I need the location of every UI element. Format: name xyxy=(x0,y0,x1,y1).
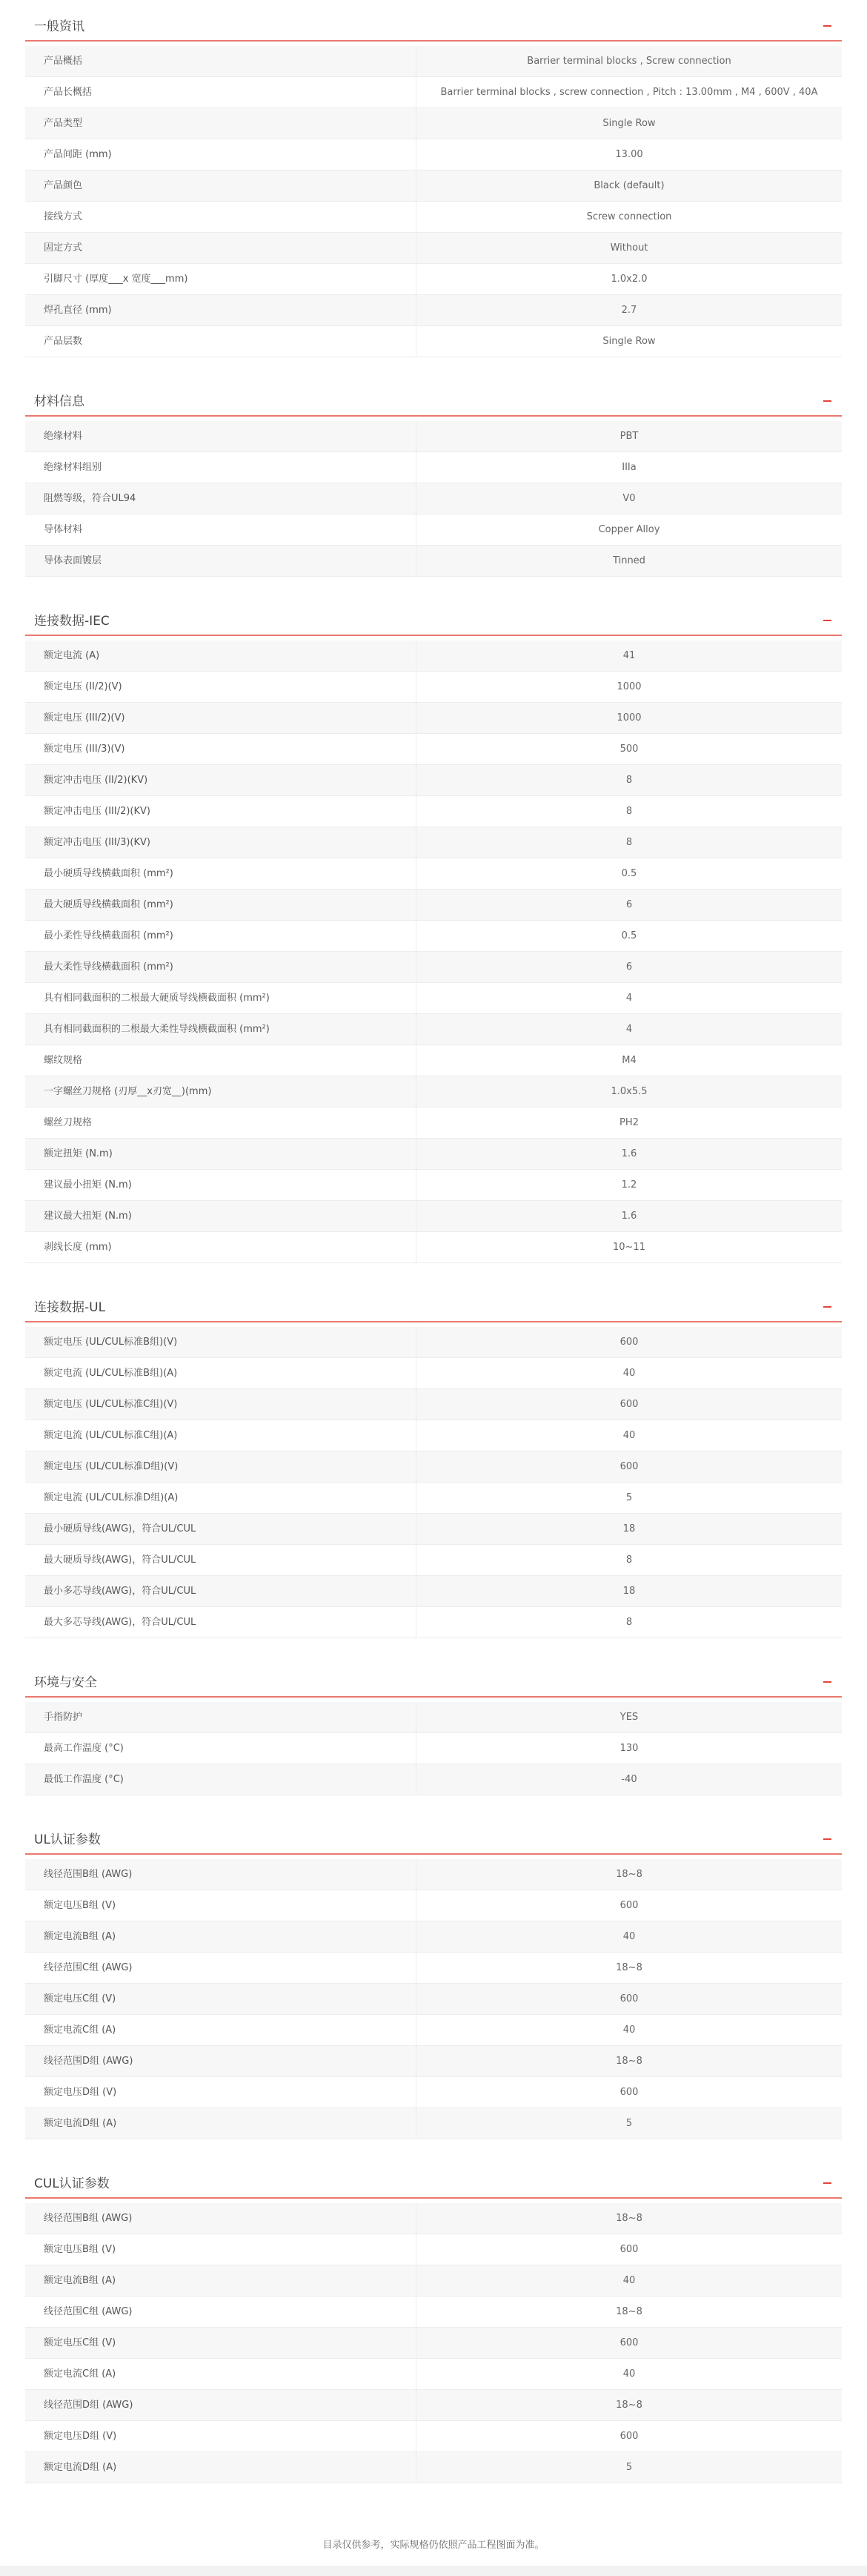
spec-value: 40 xyxy=(622,1931,636,1942)
spec-row xyxy=(25,2046,842,2077)
spec-label: 额定电压 (III/3)(V) xyxy=(25,734,416,764)
spec-row xyxy=(25,1045,842,1076)
spec-label: 额定电流C组 (A) xyxy=(25,2359,416,2389)
spec-label: 最小多芯导线(AWG)，符合UL/CUL xyxy=(25,1576,416,1606)
spec-value: YES xyxy=(619,1712,639,1723)
section-header[interactable] xyxy=(25,1656,842,1698)
spec-row xyxy=(25,326,842,357)
spec-section xyxy=(25,0,842,375)
spec-row xyxy=(25,734,842,765)
spec-value: 8 xyxy=(625,1554,633,1566)
spec-label: 额定电压 (UL/CUL标准C组)(V) xyxy=(25,1389,416,1420)
spec-row xyxy=(25,1859,842,1890)
spec-value: 4 xyxy=(625,993,633,1004)
spec-label: 额定冲击电压 (III/3)(KV) xyxy=(25,827,416,858)
spec-label: 产品类型 xyxy=(25,108,416,139)
spec-row xyxy=(25,1139,842,1170)
spec-row xyxy=(25,1420,842,1451)
spec-row xyxy=(25,1702,842,1733)
spec-label: 建议最大扭矩 (N.m) xyxy=(25,1201,416,1231)
spec-label: 额定冲击电压 (III/2)(KV) xyxy=(25,796,416,827)
spec-row xyxy=(25,640,842,672)
spec-row xyxy=(25,952,842,983)
spec-value: 600 xyxy=(619,2087,639,2098)
spec-row xyxy=(25,1483,842,1514)
spec-value: PBT xyxy=(619,431,639,442)
spec-label: 额定电流D组 (A) xyxy=(25,2108,416,2139)
spec-value: 2.7 xyxy=(621,305,637,316)
spec-label: 导体材料 xyxy=(25,514,416,545)
spec-row xyxy=(25,264,842,295)
spec-row xyxy=(25,1576,842,1607)
spec-value: 8 xyxy=(625,775,633,786)
spec-label: 最大硬质导线横截面积 (mm²) xyxy=(25,890,416,920)
section-spacer xyxy=(25,2139,842,2157)
spec-row xyxy=(25,2077,842,2108)
spec-row xyxy=(25,1890,842,1921)
spec-value: V0 xyxy=(622,493,636,504)
section-title: UL认证参数 xyxy=(34,1832,101,1847)
spec-value: 1.2 xyxy=(621,1179,637,1191)
bottom-bar xyxy=(0,2566,867,2576)
spec-label: 阻燃等级，符合UL94 xyxy=(25,483,416,514)
spec-row xyxy=(25,108,842,139)
spec-label: 产品长概括 xyxy=(25,77,416,107)
spec-label: 螺丝刀规格 xyxy=(25,1107,416,1138)
spec-value: 600 xyxy=(619,1337,639,1348)
spec-label: 额定电流C组 (A) xyxy=(25,2015,416,2045)
spec-value: 5 xyxy=(625,2118,633,2129)
spec-label: 产品层数 xyxy=(25,326,416,357)
collapse-minus-icon[interactable] xyxy=(823,1306,831,1308)
spec-label: 额定电流D组 (A) xyxy=(25,2452,416,2483)
spec-row xyxy=(25,703,842,734)
spec-label: 引脚尺寸 (厚度___x 宽度___mm) xyxy=(25,264,416,294)
section-spacer xyxy=(25,1795,842,1813)
spec-value: IIIa xyxy=(622,462,637,473)
section-title: CUL认证参数 xyxy=(34,2176,110,2191)
spec-label: 产品间距 (mm) xyxy=(25,139,416,170)
spec-row xyxy=(25,2015,842,2046)
spec-section xyxy=(25,1813,842,2157)
spec-section xyxy=(25,1656,842,1813)
spec-row xyxy=(25,295,842,326)
spec-row xyxy=(25,46,842,77)
spec-label: 最小硬质导线横截面积 (mm²) xyxy=(25,858,416,889)
spec-row xyxy=(25,2359,842,2390)
spec-value: 18 xyxy=(622,1586,636,1597)
spec-row xyxy=(25,1921,842,1953)
collapse-minus-icon[interactable] xyxy=(823,620,831,621)
spec-label: 额定电压 (II/2)(V) xyxy=(25,672,416,702)
section-spacer xyxy=(25,1263,842,1281)
spec-label: 具有相同截面积的二根最大硬质导线横截面积 (mm²) xyxy=(25,983,416,1013)
spec-row xyxy=(25,1607,842,1638)
spec-label: 最低工作温度 (°C) xyxy=(25,1764,416,1795)
spec-row xyxy=(25,796,842,827)
spec-value: 1.6 xyxy=(621,1148,637,1159)
spec-label: 产品概括 xyxy=(25,46,416,76)
spec-label: 额定电压B组 (V) xyxy=(25,2234,416,2265)
spec-label: 绝缘材料组别 xyxy=(25,452,416,483)
spec-row xyxy=(25,1451,842,1483)
spec-value: 0.5 xyxy=(621,868,637,879)
spec-value: 40 xyxy=(622,2024,636,2036)
section-header[interactable] xyxy=(25,595,842,636)
spec-row xyxy=(25,672,842,703)
spec-section xyxy=(25,375,842,595)
spec-label: 额定扭矩 (N.m) xyxy=(25,1139,416,1169)
spec-label: 一字螺丝刀规格 (刃厚__x刃宽__)(mm) xyxy=(25,1076,416,1107)
section-spacer xyxy=(25,357,842,375)
spec-value: 1000 xyxy=(617,681,642,692)
section-header[interactable] xyxy=(25,0,842,42)
section-title: 连接数据-IEC xyxy=(34,614,110,629)
section-title: 连接数据-UL xyxy=(34,1300,106,1315)
spec-value: 10~11 xyxy=(613,1242,645,1253)
spec-section xyxy=(25,595,842,1281)
spec-label: 额定电流B组 (A) xyxy=(25,2265,416,2296)
spec-value: 600 xyxy=(619,1993,639,2004)
spec-row xyxy=(25,452,842,483)
spec-row xyxy=(25,1076,842,1107)
spec-value: 8 xyxy=(625,806,633,817)
spec-value: 5 xyxy=(625,2462,633,2473)
spec-row xyxy=(25,827,842,858)
section-title: 一般资讯 xyxy=(34,19,84,34)
spec-row xyxy=(25,1327,842,1358)
spec-value: 0.5 xyxy=(621,930,637,941)
spec-value: 1.0x5.5 xyxy=(611,1086,648,1097)
spec-value: Single Row xyxy=(602,118,656,129)
section-title: 材料信息 xyxy=(34,394,84,409)
spec-row xyxy=(25,2234,842,2265)
spec-label: 手指防护 xyxy=(25,1702,416,1732)
spec-row xyxy=(25,1201,842,1232)
spec-label: 固定方式 xyxy=(25,233,416,263)
spec-row xyxy=(25,765,842,796)
section-title: 环境与安全 xyxy=(34,1675,97,1690)
spec-row xyxy=(25,483,842,514)
spec-section xyxy=(25,2157,842,2501)
spec-label: 线径范围D组 (AWG) xyxy=(25,2046,416,2076)
spec-label: 具有相同截面积的二根最大柔性导线横截面积 (mm²) xyxy=(25,1014,416,1044)
section-header[interactable] xyxy=(25,2157,842,2199)
spec-value: 8 xyxy=(625,1617,633,1628)
spec-label: 绝缘材料 xyxy=(25,421,416,451)
spec-value: -40 xyxy=(621,1774,637,1785)
spec-label: 最小柔性导线横截面积 (mm²) xyxy=(25,921,416,951)
spec-value: 1.0x2.0 xyxy=(611,274,648,285)
spec-row xyxy=(25,1014,842,1045)
spec-row xyxy=(25,858,842,890)
spec-row xyxy=(25,77,842,108)
spec-row xyxy=(25,546,842,577)
spec-row xyxy=(25,1514,842,1545)
spec-label: 线径范围C组 (AWG) xyxy=(25,1953,416,1983)
spec-row xyxy=(25,202,842,233)
spec-row xyxy=(25,890,842,921)
spec-value: 13.00 xyxy=(615,149,643,160)
spec-label: 额定电压D组 (V) xyxy=(25,2421,416,2451)
spec-row xyxy=(25,170,842,202)
spec-page xyxy=(25,0,842,2501)
collapse-minus-icon[interactable] xyxy=(823,25,831,27)
spec-value: 130 xyxy=(619,1743,639,1754)
spec-label: 线径范围D组 (AWG) xyxy=(25,2390,416,2420)
spec-value: 18 xyxy=(622,1523,636,1534)
spec-value: 4 xyxy=(625,1024,633,1035)
spec-value: 5 xyxy=(625,1492,633,1503)
spec-value: M4 xyxy=(622,1055,637,1066)
collapse-minus-icon[interactable] xyxy=(823,1681,831,1683)
spec-row xyxy=(25,421,842,452)
spec-row xyxy=(25,2297,842,2328)
spec-row xyxy=(25,1389,842,1420)
spec-label: 产品颜色 xyxy=(25,170,416,201)
section-spacer xyxy=(25,577,842,595)
spec-label: 最高工作温度 (°C) xyxy=(25,1733,416,1764)
spec-label: 最大硬质导线(AWG)，符合UL/CUL xyxy=(25,1545,416,1575)
spec-value: 1.6 xyxy=(621,1211,637,1222)
spec-label: 额定电压 (UL/CUL标准B组)(V) xyxy=(25,1327,416,1357)
spec-row xyxy=(25,2203,842,2234)
section-header[interactable] xyxy=(25,1813,842,1855)
spec-label: 线径范围B组 (AWG) xyxy=(25,1859,416,1890)
spec-row xyxy=(25,1358,842,1389)
spec-value: Screw connection xyxy=(586,211,672,222)
spec-label: 最大多芯导线(AWG)，符合UL/CUL xyxy=(25,1607,416,1638)
spec-row xyxy=(25,2108,842,2139)
spec-row xyxy=(25,1953,842,1984)
spec-label: 额定电流 (UL/CUL标准B组)(A) xyxy=(25,1358,416,1388)
spec-value: 18~8 xyxy=(616,2056,642,2067)
spec-label: 焊孔直径 (mm) xyxy=(25,295,416,325)
spec-row xyxy=(25,2390,842,2421)
spec-value: 41 xyxy=(622,650,636,661)
spec-row xyxy=(25,1733,842,1764)
spec-label: 额定电流 (UL/CUL标准C组)(A) xyxy=(25,1420,416,1451)
spec-value: Single Row xyxy=(602,336,656,347)
spec-value: 18~8 xyxy=(616,2306,642,2317)
section-spacer xyxy=(25,2483,842,2501)
spec-label: 额定电压D组 (V) xyxy=(25,2077,416,2108)
spec-row xyxy=(25,1764,842,1795)
spec-row xyxy=(25,1170,842,1201)
spec-value: 18~8 xyxy=(616,2213,642,2224)
section-spacer xyxy=(25,1638,842,1656)
spec-label: 剥线长度 (mm) xyxy=(25,1232,416,1262)
spec-label: 额定电流B组 (A) xyxy=(25,1921,416,1952)
spec-label: 额定电压B组 (V) xyxy=(25,1890,416,1921)
spec-row xyxy=(25,1107,842,1139)
spec-label: 额定电压C组 (V) xyxy=(25,2328,416,2358)
spec-label: 额定电流 (A) xyxy=(25,640,416,671)
spec-value: Barrier terminal blocks , Screw connection xyxy=(527,56,731,67)
spec-row xyxy=(25,2265,842,2297)
spec-value: 40 xyxy=(622,2275,636,2286)
collapse-minus-icon[interactable] xyxy=(823,400,831,402)
spec-label: 导体表面镀层 xyxy=(25,546,416,576)
spec-label: 最小硬质导线(AWG)，符合UL/CUL xyxy=(25,1514,416,1544)
spec-value: Copper Alloy xyxy=(598,524,660,535)
spec-value: 600 xyxy=(619,2244,639,2255)
spec-row xyxy=(25,921,842,952)
spec-label: 额定电压C组 (V) xyxy=(25,1984,416,2014)
footer-note: 目录仅供参考，实际规格仍依照产品工程图面为准。 xyxy=(322,2540,545,2551)
spec-row xyxy=(25,983,842,1014)
spec-value: 8 xyxy=(625,837,633,848)
collapse-minus-icon[interactable] xyxy=(823,1838,831,1840)
spec-value: 600 xyxy=(619,1900,639,1911)
spec-value: 6 xyxy=(625,961,633,973)
spec-row xyxy=(25,1232,842,1263)
spec-label: 额定电流 (UL/CUL标准D组)(A) xyxy=(25,1483,416,1513)
section-header[interactable] xyxy=(25,1281,842,1322)
spec-value: 600 xyxy=(619,1461,639,1472)
spec-label: 建议最小扭矩 (N.m) xyxy=(25,1170,416,1200)
spec-value: 18~8 xyxy=(616,1869,642,1880)
spec-value: 40 xyxy=(622,1368,636,1379)
spec-value: Tinned xyxy=(613,555,645,566)
spec-row xyxy=(25,1984,842,2015)
spec-row xyxy=(25,233,842,264)
spec-value: 1000 xyxy=(617,712,642,724)
spec-row xyxy=(25,139,842,170)
spec-value: 40 xyxy=(622,1430,636,1441)
spec-section xyxy=(25,1281,842,1656)
spec-label: 最大柔性导线横截面积 (mm²) xyxy=(25,952,416,982)
spec-value: Without xyxy=(610,242,648,254)
spec-value: 18~8 xyxy=(616,2400,642,2411)
spec-row xyxy=(25,2421,842,2452)
spec-label: 额定电压 (UL/CUL标准D组)(V) xyxy=(25,1451,416,1482)
spec-row xyxy=(25,2328,842,2359)
spec-label: 线径范围B组 (AWG) xyxy=(25,2203,416,2234)
spec-value: 600 xyxy=(619,2337,639,2348)
collapse-minus-icon[interactable] xyxy=(823,2182,831,2184)
spec-row xyxy=(25,2452,842,2483)
spec-label: 螺纹规格 xyxy=(25,1045,416,1076)
spec-value: 18~8 xyxy=(616,1962,642,1973)
spec-label: 额定电压 (III/2)(V) xyxy=(25,703,416,733)
spec-value: 40 xyxy=(622,2368,636,2380)
spec-value: Black (default) xyxy=(594,180,665,191)
spec-value: 500 xyxy=(619,744,639,755)
spec-value: 6 xyxy=(625,899,633,910)
spec-label: 线径范围C组 (AWG) xyxy=(25,2297,416,2327)
spec-value: PH2 xyxy=(619,1117,639,1128)
section-header[interactable] xyxy=(25,375,842,417)
spec-value: 600 xyxy=(619,2431,639,2442)
spec-value: Barrier terminal blocks , screw connection , Pitch : 13.00mm , M4 , 600V , 40A xyxy=(440,87,818,98)
spec-label: 额定冲击电压 (II/2)(KV) xyxy=(25,765,416,795)
spec-row xyxy=(25,514,842,546)
spec-row xyxy=(25,1545,842,1576)
spec-value: 600 xyxy=(619,1399,639,1410)
spec-label: 接线方式 xyxy=(25,202,416,232)
